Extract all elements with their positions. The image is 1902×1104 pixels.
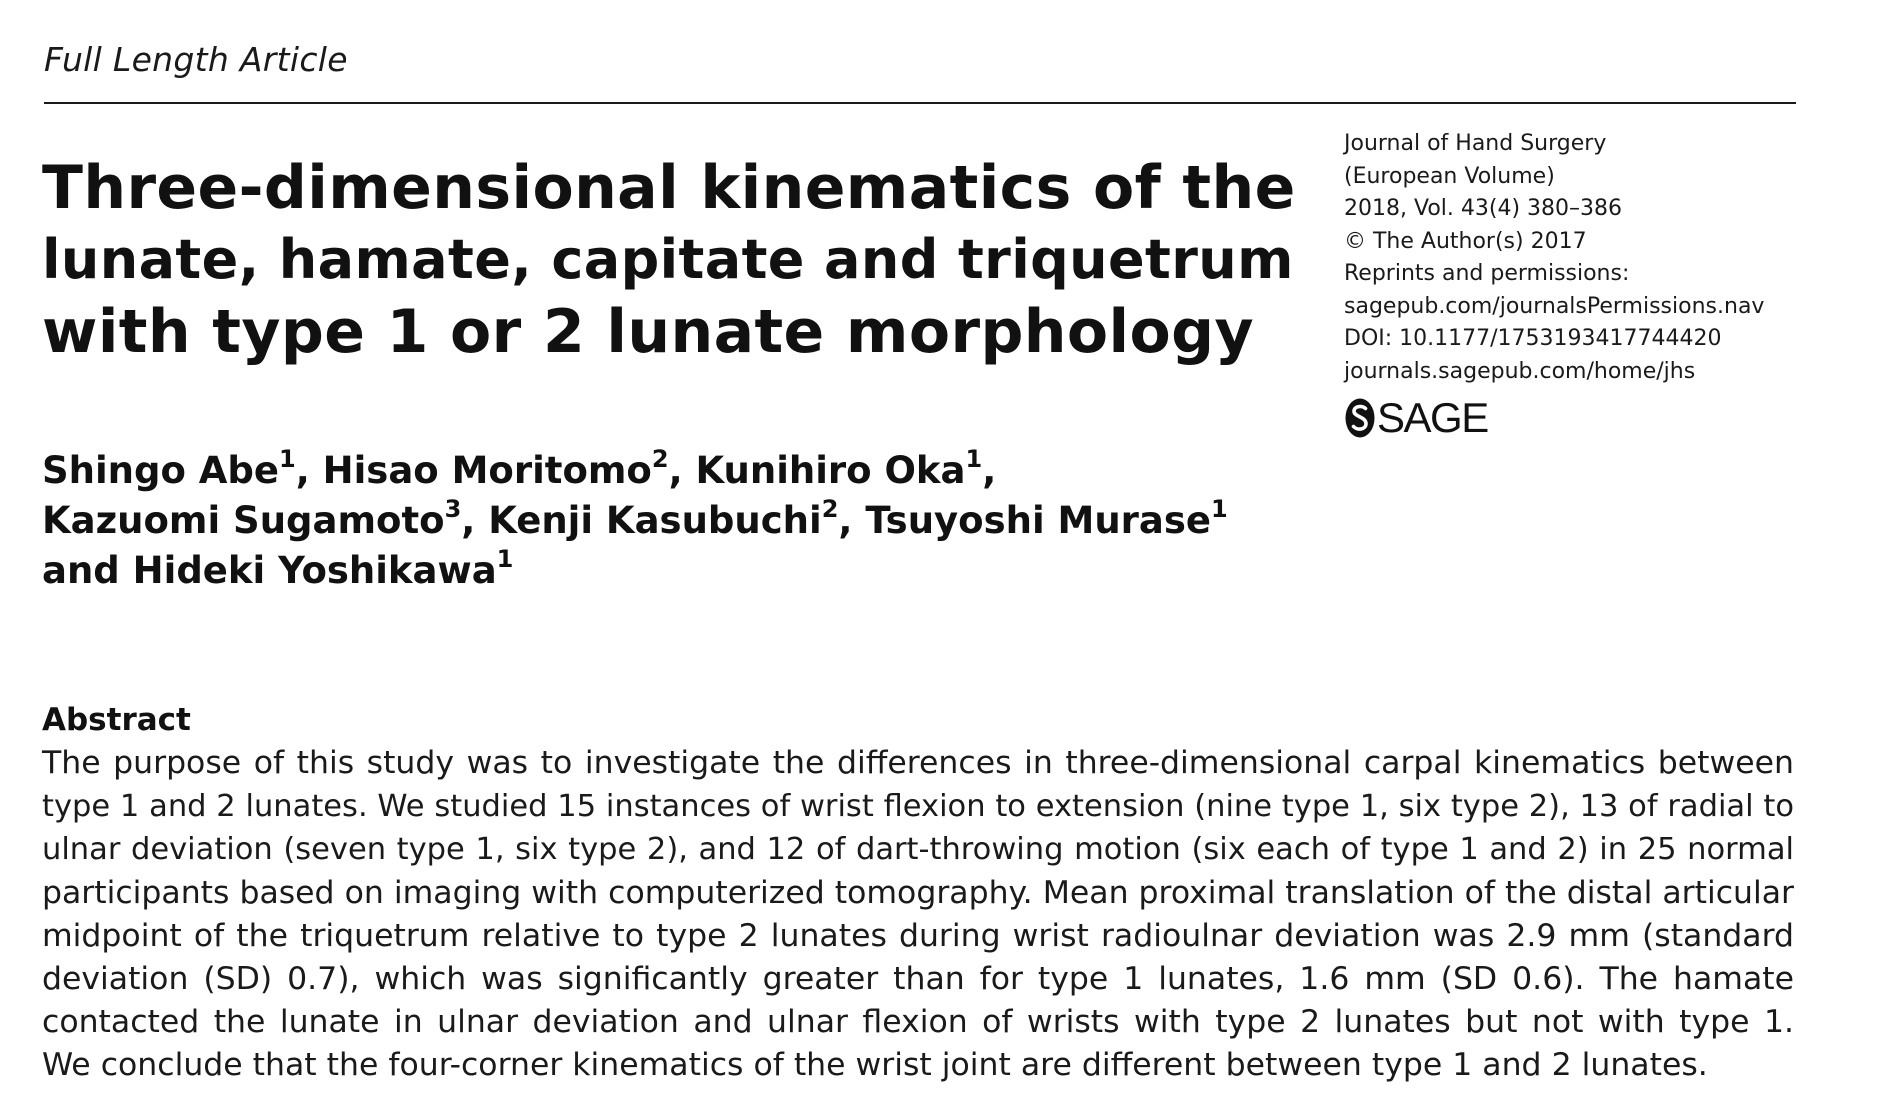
sage-logo-text: SAGE [1377, 394, 1488, 441]
author-name: Shingo Abe [42, 449, 280, 492]
author-name: Hisao Moritomo [322, 449, 652, 492]
abstract-body [42, 742, 1794, 1088]
abstract-line: deviation (SD) 0.7), which was significantly greater than for type 1 lunates, 1.6 mm (SD 0.6). The hamate [42, 961, 1794, 998]
author-separator: , [295, 449, 323, 492]
author-name: Kazuomi Sugamoto [42, 499, 445, 542]
copyright-notice: © The Author(s) 2017 [1344, 228, 1587, 254]
author-affiliation: 3 [444, 495, 462, 523]
author-name: Kenji Kasubuchi [488, 499, 822, 542]
abstract-line: We conclude that the four-corner kinematics of the wrist joint are different between type 1 and 2 lunates. [42, 1047, 1708, 1084]
journal-info-block [1344, 128, 1804, 388]
author-separator: , [838, 499, 866, 542]
title-line: lunate, hamate, capitate and triquetrum [42, 228, 1294, 291]
header-rule [44, 102, 1796, 104]
journal-volume-name: (European Volume) [1344, 163, 1555, 189]
author-affiliation: 1 [965, 445, 983, 473]
article-type-label: Full Length Article [44, 40, 348, 79]
author-line [42, 546, 1292, 596]
author-name: Kunihiro Oka [695, 449, 966, 492]
author-separator: , [982, 449, 997, 492]
author-affiliation: 1 [1211, 495, 1228, 523]
abstract-line: The purpose of this study was to investigate the differences in three-dimensional carpal kinematics between [42, 745, 1794, 781]
abstract-line: ulnar deviation (seven type 1, six type 2), and 12 of dart-throwing motion (six each of type 1 and 2) in 25 normal [42, 832, 1794, 868]
author-line [42, 496, 1292, 546]
author-affiliation: 2 [651, 445, 669, 473]
author-separator: , [668, 449, 696, 492]
permissions-link[interactable]: sagepub.com/journalsPermissions.nav [1344, 293, 1765, 319]
doi-text[interactable]: DOI: 10.1177/1753193417744420 [1344, 326, 1722, 351]
author-affiliation: 2 [821, 495, 839, 523]
author-line [42, 446, 1292, 496]
sage-logo [1344, 396, 1488, 440]
author-name: Tsuyoshi Murase [865, 499, 1212, 542]
journal-citation: 2018, Vol. 43(4) 380–386 [1344, 196, 1623, 221]
abstract-line: participants based on imaging with computerized tomography. Mean proximal translation of the distal articular [42, 874, 1794, 911]
title-line: Three-dimensional kinematics of the [42, 153, 1296, 223]
journal-name: Journal of Hand Surgery [1344, 131, 1607, 156]
abstract-line: contacted the lunate in ulnar deviation and ulnar flexion of wrists with type 2 lunates but not with type 1. [42, 1004, 1794, 1041]
author-name: and Hideki Yoshikawa [42, 549, 497, 592]
author-separator: , [461, 499, 489, 542]
journal-homepage-link[interactable]: journals.sagepub.com/home/jhs [1344, 358, 1696, 384]
title-line: with type 1 or 2 lunate morphology [42, 297, 1254, 367]
abstract-line: type 1 and 2 lunates. We studied 15 instances of wrist flexion to extension (nine type 1, six type 2), 13 of radial to [42, 789, 1794, 825]
author-list [42, 446, 1292, 596]
author-affiliation: 1 [279, 445, 296, 473]
reprints-label: Reprints and permissions: [1344, 261, 1630, 286]
abstract-line: midpoint of the triquetrum relative to type 2 lunates during wrist radioulnar deviation was 2.9 mm (standard [42, 917, 1794, 954]
abstract-heading: Abstract [42, 702, 191, 738]
article-title [42, 152, 1302, 368]
author-affiliation: 1 [496, 545, 514, 573]
sage-s-circle-icon [1344, 397, 1376, 439]
